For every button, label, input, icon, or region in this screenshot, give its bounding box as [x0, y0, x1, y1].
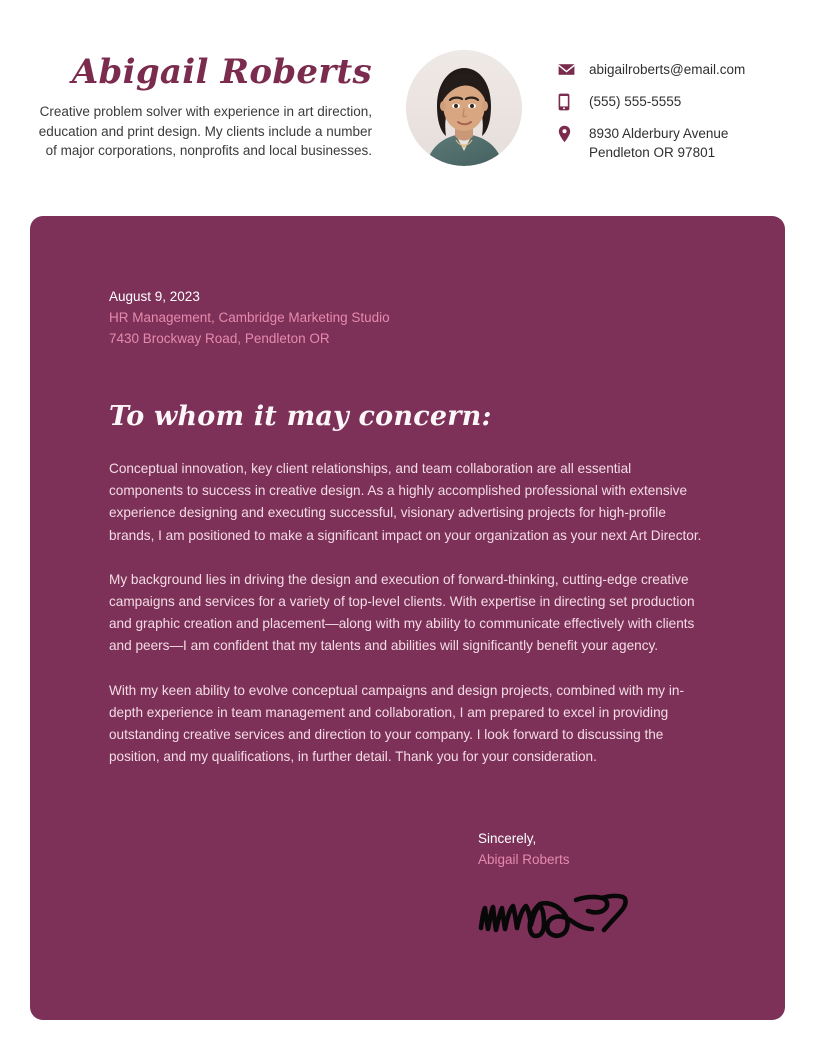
letter-date: August 9, 2023 — [109, 289, 200, 304]
letter-card — [30, 216, 785, 1020]
letter-body — [109, 458, 707, 768]
contact-row-phone[interactable] — [558, 92, 808, 111]
letter-salutation: To whom it may concern: — [109, 401, 492, 432]
letter-paragraph: With my keen ability to evolve conceptual campaigns and design projects, combined with my in-depth experience in team management and collaboration, I am prepared to excel in providing outstanding creative services and direction to your company. I look forward to discussing the position, and my qualifications, in further detail. Thank you for your consideration. — [109, 682, 684, 765]
location-pin-icon — [558, 125, 580, 142]
closing-text: Sincerely, — [478, 831, 537, 846]
document-header — [0, 0, 816, 216]
address-line-1: 8930 Alderbury Avenue — [589, 126, 729, 141]
profile-tagline: Creative problem solver with experience in art direction, education and print design. My clients include a number of major corporations, nonprofits and local businesses. — [38, 104, 372, 158]
letter-paragraph: My background lies in driving the design and execution of forward-thinking, cutting-edge creative campaigns and services for a variety of top-level clients. With expertise in directing set production and graphic creation and placement—along with my ability to communicate effectively with clients and peers—I am confident that my talents and abilities will significantly benefit your agency. — [109, 571, 695, 654]
letter-paragraph: Conceptual innovation, key client relationships, and team collaboration are all essential components to success in creative design. As a highly accomplished professional with extensive experience designing and executing successful, visionary advertising projects for high-profile brands, I am positioned to make a significant impact on your organization as your next Art Director. — [109, 461, 702, 543]
header-identity-block — [30, 52, 372, 161]
recipient-line-2: 7430 Brockway Road, Pendleton OR — [109, 331, 330, 346]
contact-row-email[interactable] — [558, 60, 808, 79]
signer-name: Abigail Roberts — [478, 852, 570, 867]
address-line-2: Pendleton OR 97801 — [589, 145, 716, 160]
address-value — [580, 124, 728, 162]
contact-block — [558, 60, 808, 162]
envelope-icon — [558, 61, 580, 78]
phone-value: (555) 555-5555 — [589, 94, 682, 109]
handwritten-signature-icon — [476, 876, 646, 948]
recipient-line-1: HR Management, Cambridge Marketing Studio — [109, 310, 390, 325]
email-value: abigailroberts@email.com — [589, 62, 746, 77]
avatar — [406, 50, 522, 166]
letter-signoff — [478, 828, 738, 870]
phone-icon — [558, 93, 580, 110]
portrait-photo-icon — [406, 50, 522, 166]
page-title: Abigail Roberts — [71, 52, 372, 92]
contact-row-address[interactable] — [558, 124, 808, 162]
letter-meta-block — [109, 286, 709, 349]
